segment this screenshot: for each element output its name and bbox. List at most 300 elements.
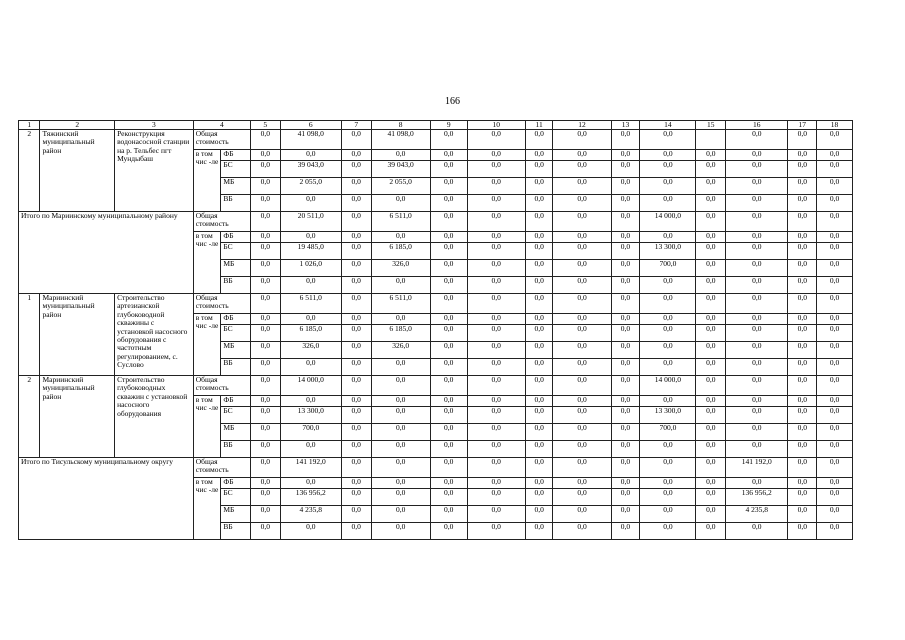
value-cell: 0,0 [430,178,467,195]
value-cell: 0,0 [525,396,553,407]
value-cell: 0,0 [525,277,553,294]
value-cell: 0,0 [553,150,611,161]
value-cell: 0,0 [250,232,280,243]
value-cell: 0,0 [430,277,467,294]
value-cell: 0,0 [640,489,696,506]
value-cell: 0,0 [553,359,611,376]
funding-source-fb: ФБ [221,150,251,161]
value-cell: 0,0 [640,232,696,243]
value-cell: 0,0 [817,359,853,376]
value-cell: 0,0 [817,243,853,260]
value-cell: 0,0 [250,407,280,424]
column-header: 14 [640,121,696,130]
project-row [19,130,853,150]
value-cell: 0,0 [341,178,371,195]
value-cell: 0,0 [553,130,611,150]
value-cell: 0,0 [726,424,788,441]
value-cell: 13 300,0 [280,407,341,424]
value-cell: 0,0 [788,232,817,243]
value-cell: 0,0 [817,195,853,212]
value-cell: 0,0 [467,314,525,325]
value-cell: 0,0 [430,396,467,407]
value-cell: 0,0 [525,506,553,523]
value-cell: 0,0 [250,396,280,407]
value-cell: 0,0 [430,424,467,441]
value-cell: 0,0 [371,359,430,376]
value-cell: 141 192,0 [280,458,341,478]
value-cell: 0,0 [788,489,817,506]
value-cell: 0,0 [371,489,430,506]
value-cell: 0,0 [467,376,525,396]
funding-source-mb: МБ [221,260,251,277]
value-cell: 0,0 [467,325,525,342]
value-cell: 136 956,2 [280,489,341,506]
value-cell: 0,0 [525,130,553,150]
value-cell: 0,0 [250,260,280,277]
incl-label: в том чис -ле [193,232,221,294]
value-cell: 0,0 [341,441,371,458]
value-cell: 0,0 [525,161,553,178]
value-cell: 0,0 [611,478,640,489]
value-cell: 0,0 [525,243,553,260]
column-header: 9 [430,121,467,130]
project-name: Реконструкция водонасосной станции на р. Тельбес пгт Мундыбаш [115,130,194,212]
value-cell: 0,0 [726,441,788,458]
value-cell: 0,0 [467,195,525,212]
value-cell: 0,0 [250,478,280,489]
value-cell: 2 055,0 [280,178,341,195]
value-cell: 2 055,0 [371,178,430,195]
value-cell: 0,0 [250,458,280,478]
value-cell: 0,0 [467,359,525,376]
value-cell: 0,0 [341,424,371,441]
municipality-name: Мариинский муниципальный район [40,294,115,376]
value-cell: 0,0 [726,150,788,161]
value-cell: 0,0 [817,489,853,506]
value-cell: 0,0 [696,441,726,458]
value-cell: 0,0 [467,161,525,178]
value-cell: 0,0 [553,396,611,407]
column-header: 13 [611,121,640,130]
project-row [19,376,853,396]
value-cell: 0,0 [611,376,640,396]
column-header: 7 [341,121,371,130]
value-cell: 0,0 [726,277,788,294]
value-cell: 0,0 [553,212,611,232]
value-cell: 0,0 [467,523,525,540]
value-cell: 0,0 [341,458,371,478]
value-cell: 0,0 [726,359,788,376]
value-cell: 0,0 [280,314,341,325]
funding-source-fb: ФБ [221,314,251,325]
column-header: 17 [788,121,817,130]
column-header: 16 [726,121,788,130]
value-cell: 0,0 [640,150,696,161]
incl-label: в том чис -ле [193,314,221,376]
value-cell: 0,0 [467,130,525,150]
funding-source-vb: ВБ [221,195,251,212]
value-cell: 0,0 [525,325,553,342]
funding-source-bs: БС [221,489,251,506]
value-cell: 0,0 [371,407,430,424]
value-cell: 0,0 [250,359,280,376]
value-cell: 0,0 [553,376,611,396]
value-cell: 0,0 [611,489,640,506]
value-cell: 14 000,0 [640,376,696,396]
value-cell: 0,0 [250,325,280,342]
value-cell: 0,0 [611,232,640,243]
value-cell: 0,0 [553,243,611,260]
value-cell: 0,0 [341,195,371,212]
value-cell: 0,0 [250,441,280,458]
value-cell: 0,0 [430,232,467,243]
value-cell: 0,0 [696,243,726,260]
row-number: 1 [19,294,40,376]
value-cell: 0,0 [640,359,696,376]
value-cell: 0,0 [525,424,553,441]
value-cell: 0,0 [250,130,280,150]
funding-source-fb: ФБ [221,232,251,243]
value-cell: 0,0 [553,441,611,458]
value-cell: 0,0 [371,396,430,407]
value-cell: 0,0 [640,161,696,178]
value-cell: 41 098,0 [371,130,430,150]
value-cell: 0,0 [553,478,611,489]
column-header: 2 [40,121,115,130]
column-header: 4 [193,121,250,130]
value-cell: 0,0 [467,212,525,232]
value-cell: 0,0 [341,150,371,161]
value-cell: 0,0 [341,325,371,342]
value-cell: 0,0 [611,506,640,523]
value-cell: 0,0 [726,294,788,314]
value-cell: 0,0 [280,441,341,458]
value-cell: 0,0 [250,195,280,212]
value-cell: 141 192,0 [726,458,788,478]
value-cell: 0,0 [250,178,280,195]
value-cell: 0,0 [341,342,371,359]
value-cell: 0,0 [640,458,696,478]
value-cell: 0,0 [817,342,853,359]
project-name: Строительство глубоководных скважин с установкой насосного оборудования [115,376,194,458]
value-cell: 0,0 [341,294,371,314]
value-cell: 0,0 [611,342,640,359]
value-cell: 0,0 [341,523,371,540]
value-cell: 0,0 [611,294,640,314]
total-cost-label: Общая стоимость [193,458,250,478]
funding-source-mb: МБ [221,342,251,359]
value-cell: 0,0 [788,478,817,489]
value-cell: 39 043,0 [280,161,341,178]
funding-source-bs: БС [221,407,251,424]
value-cell: 0,0 [788,314,817,325]
value-cell: 1 026,0 [280,260,341,277]
value-cell: 0,0 [371,478,430,489]
value-cell: 0,0 [553,195,611,212]
value-cell: 0,0 [696,314,726,325]
funding-source-fb: ФБ [221,396,251,407]
column-header: 15 [696,121,726,130]
value-cell: 0,0 [817,232,853,243]
value-cell: 0,0 [430,523,467,540]
value-cell: 0,0 [640,506,696,523]
value-cell: 0,0 [726,130,788,150]
column-header: 1 [19,121,40,130]
value-cell: 0,0 [467,342,525,359]
value-cell: 0,0 [250,314,280,325]
value-cell: 0,0 [611,407,640,424]
value-cell: 0,0 [525,523,553,540]
row-number: 2 [19,376,40,458]
value-cell: 0,0 [817,212,853,232]
value-cell: 0,0 [430,506,467,523]
value-cell: 0,0 [371,458,430,478]
value-cell: 0,0 [341,376,371,396]
value-cell: 0,0 [341,396,371,407]
value-cell: 0,0 [553,260,611,277]
value-cell: 0,0 [250,489,280,506]
value-cell: 326,0 [371,260,430,277]
value-cell: 0,0 [467,243,525,260]
value-cell: 14 000,0 [280,376,341,396]
value-cell: 0,0 [696,458,726,478]
value-cell: 0,0 [553,314,611,325]
page-number: 166 [445,96,460,107]
value-cell: 0,0 [611,314,640,325]
value-cell: 0,0 [430,294,467,314]
column-header: 11 [525,121,553,130]
value-cell: 0,0 [430,260,467,277]
value-cell: 0,0 [250,506,280,523]
value-cell: 39 043,0 [371,161,430,178]
value-cell: 0,0 [696,232,726,243]
value-cell: 0,0 [611,277,640,294]
funding-source-vb: ВБ [221,277,251,294]
total-cost-label: Общая стоимость [193,212,250,232]
value-cell: 0,0 [525,478,553,489]
value-cell: 0,0 [817,161,853,178]
value-cell: 0,0 [371,232,430,243]
value-cell: 0,0 [430,376,467,396]
value-cell: 0,0 [817,325,853,342]
value-cell: 0,0 [430,212,467,232]
value-cell: 0,0 [525,195,553,212]
value-cell: 0,0 [611,260,640,277]
value-cell: 0,0 [430,342,467,359]
value-cell: 0,0 [611,150,640,161]
value-cell: 0,0 [250,277,280,294]
value-cell: 0,0 [817,506,853,523]
value-cell: 0,0 [553,489,611,506]
funding-source-mb: МБ [221,424,251,441]
value-cell: 0,0 [430,458,467,478]
funding-source-bs: БС [221,161,251,178]
value-cell: 0,0 [525,407,553,424]
value-cell: 0,0 [611,396,640,407]
value-cell: 20 511,0 [280,212,341,232]
row-number: 2 [19,130,40,212]
value-cell: 0,0 [467,478,525,489]
value-cell: 0,0 [341,489,371,506]
value-cell: 0,0 [611,195,640,212]
value-cell: 0,0 [640,441,696,458]
value-cell: 0,0 [611,325,640,342]
value-cell: 0,0 [250,376,280,396]
value-cell: 0,0 [696,478,726,489]
column-header: 8 [371,121,430,130]
value-cell: 0,0 [817,277,853,294]
value-cell: 0,0 [371,277,430,294]
value-cell: 14 000,0 [640,212,696,232]
value-cell: 0,0 [525,441,553,458]
value-cell: 0,0 [341,243,371,260]
total-title: Итого по Тисульскому муниципальному округу [19,458,194,540]
value-cell: 0,0 [280,478,341,489]
value-cell: 0,0 [371,523,430,540]
value-cell: 0,0 [525,260,553,277]
value-cell [696,130,726,150]
value-cell: 0,0 [525,212,553,232]
value-cell: 41 098,0 [280,130,341,150]
funding-source-fb: ФБ [221,478,251,489]
value-cell: 0,0 [726,407,788,424]
value-cell: 0,0 [467,150,525,161]
column-header: 5 [250,121,280,130]
value-cell: 0,0 [788,325,817,342]
value-cell: 0,0 [640,294,696,314]
value-cell: 0,0 [250,342,280,359]
value-cell: 0,0 [640,325,696,342]
value-cell: 0,0 [341,232,371,243]
value-cell: 0,0 [726,523,788,540]
value-cell: 0,0 [280,523,341,540]
value-cell: 0,0 [817,376,853,396]
value-cell: 0,0 [430,489,467,506]
value-cell: 0,0 [553,342,611,359]
value-cell: 0,0 [430,325,467,342]
value-cell: 0,0 [611,424,640,441]
value-cell: 0,0 [250,161,280,178]
value-cell: 0,0 [696,325,726,342]
value-cell: 0,0 [341,260,371,277]
value-cell: 0,0 [696,277,726,294]
value-cell: 0,0 [371,150,430,161]
value-cell: 0,0 [280,150,341,161]
value-cell: 0,0 [553,294,611,314]
value-cell: 700,0 [640,424,696,441]
value-cell: 0,0 [553,523,611,540]
value-cell: 0,0 [371,195,430,212]
total-row [19,458,853,478]
value-cell: 0,0 [371,441,430,458]
value-cell: 0,0 [640,195,696,212]
value-cell: 0,0 [430,478,467,489]
value-cell: 0,0 [788,243,817,260]
funding-source-vb: ВБ [221,523,251,540]
value-cell: 0,0 [280,359,341,376]
value-cell: 0,0 [640,277,696,294]
value-cell: 0,0 [788,359,817,376]
value-cell: 0,0 [696,506,726,523]
value-cell: 0,0 [817,478,853,489]
value-cell: 0,0 [788,150,817,161]
column-header: 10 [467,121,525,130]
value-cell: 0,0 [817,523,853,540]
value-cell: 0,0 [371,506,430,523]
value-cell: 13 300,0 [640,243,696,260]
value-cell: 0,0 [696,342,726,359]
value-cell: 0,0 [611,523,640,540]
value-cell: 0,0 [525,342,553,359]
value-cell: 0,0 [467,396,525,407]
value-cell: 0,0 [467,489,525,506]
value-cell: 0,0 [726,212,788,232]
value-cell: 0,0 [788,294,817,314]
value-cell: 0,0 [280,232,341,243]
value-cell: 0,0 [430,441,467,458]
value-cell: 0,0 [250,294,280,314]
value-cell: 0,0 [430,150,467,161]
value-cell: 0,0 [640,523,696,540]
value-cell: 0,0 [341,359,371,376]
value-cell: 0,0 [788,506,817,523]
value-cell: 0,0 [341,478,371,489]
value-cell: 0,0 [525,178,553,195]
value-cell: 0,0 [726,260,788,277]
value-cell: 0,0 [553,506,611,523]
value-cell: 0,0 [250,243,280,260]
value-cell: 6 511,0 [371,212,430,232]
value-cell: 0,0 [553,232,611,243]
value-cell: 0,0 [553,277,611,294]
value-cell: 0,0 [525,458,553,478]
value-cell: 0,0 [640,478,696,489]
value-cell: 0,0 [611,178,640,195]
value-cell: 0,0 [553,458,611,478]
value-cell: 0,0 [280,277,341,294]
value-cell: 0,0 [467,458,525,478]
value-cell: 0,0 [280,195,341,212]
value-cell: 0,0 [525,489,553,506]
value-cell: 0,0 [430,195,467,212]
value-cell: 0,0 [553,407,611,424]
funding-source-vb: ВБ [221,359,251,376]
value-cell: 0,0 [788,396,817,407]
value-cell: 0,0 [817,314,853,325]
value-cell: 0,0 [467,424,525,441]
value-cell: 0,0 [553,161,611,178]
value-cell: 0,0 [788,342,817,359]
value-cell: 0,0 [525,294,553,314]
column-header: 6 [280,121,341,130]
project-name: Строительство артезианской глубоководной скважины с установкой насосного оборудования с частотным регулированием, с. Суслово [115,294,194,376]
value-cell: 0,0 [696,424,726,441]
total-title: Итого по Мариинскому муниципальному району [19,212,194,294]
value-cell: 0,0 [817,458,853,478]
value-cell: 0,0 [726,478,788,489]
value-cell: 0,0 [696,523,726,540]
funding-source-mb: МБ [221,178,251,195]
value-cell: 0,0 [611,212,640,232]
project-row [19,294,853,314]
value-cell: 0,0 [250,212,280,232]
municipality-name: Мариинский муниципальный район [40,376,115,458]
value-cell: 0,0 [250,424,280,441]
value-cell: 6 185,0 [371,243,430,260]
value-cell: 0,0 [640,396,696,407]
value-cell: 0,0 [430,407,467,424]
budget-table [18,120,853,540]
